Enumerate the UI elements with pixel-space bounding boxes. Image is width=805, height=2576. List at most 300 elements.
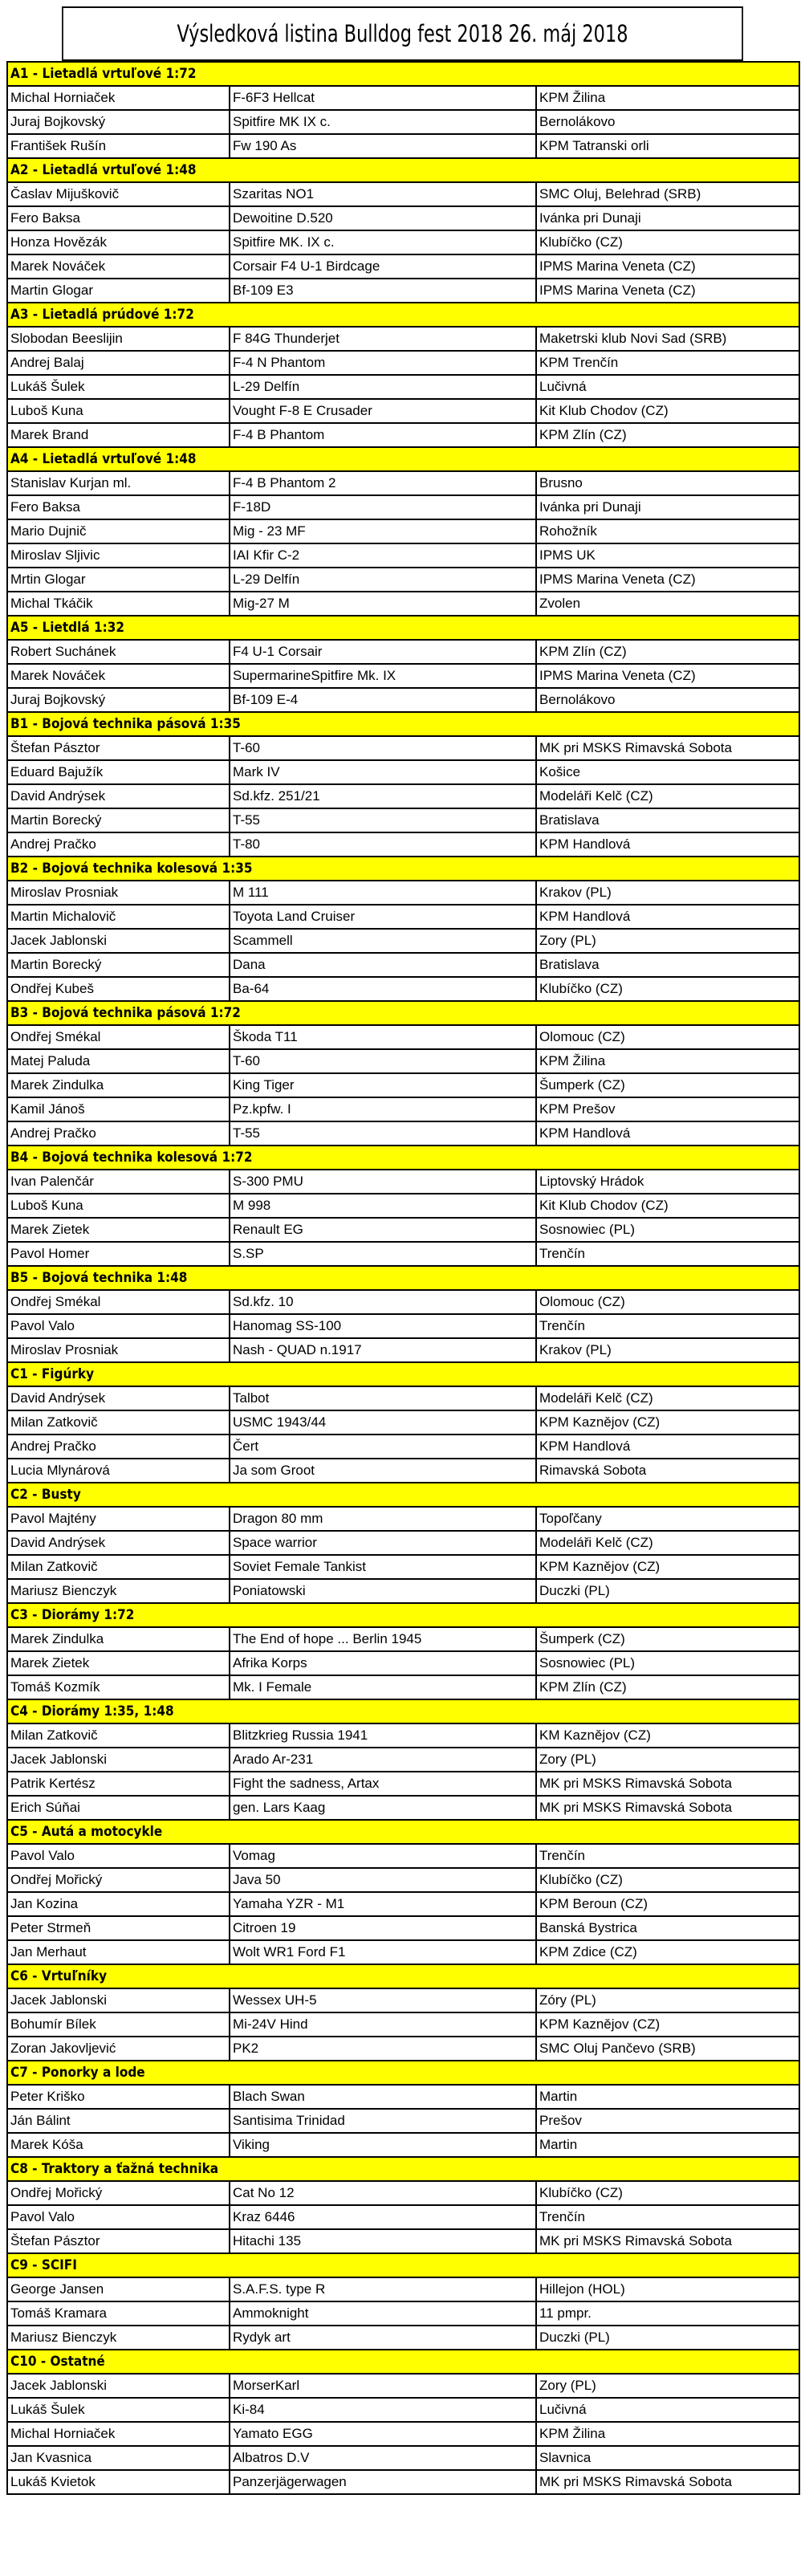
- participant-name-cell: Tomáš Kozmík: [7, 1675, 230, 1699]
- participant-name-cell: Mrtin Glogar: [7, 568, 230, 592]
- table-row: [7, 2446, 799, 2470]
- category-title: C6 - Vrtuľníky: [7, 1964, 799, 1988]
- model-name-cell: Arado Ar-231: [230, 1748, 536, 1772]
- participant-name-cell: Lucia Mlynárová: [7, 1459, 230, 1483]
- model-name-cell: Spitfire MK. IX c.: [230, 230, 536, 254]
- table-row: [7, 592, 799, 616]
- table-row: [7, 471, 799, 495]
- club-cell: Zory (PL): [536, 929, 799, 953]
- club-cell: KM Kaznějov (CZ): [536, 1723, 799, 1748]
- model-name-cell: Space warrior: [230, 1531, 536, 1555]
- table-row: [7, 2326, 799, 2350]
- model-name-cell: Škoda T11: [230, 1025, 536, 1049]
- model-name-cell: F-4 B Phantom: [230, 423, 536, 447]
- club-cell: Lučivná: [536, 375, 799, 399]
- participant-name-cell: Fero Baksa: [7, 495, 230, 519]
- participant-name-cell: Martin Glogar: [7, 279, 230, 303]
- model-name-cell: The End of hope ... Berlin 1945: [230, 1627, 536, 1651]
- club-cell: IPMS Marina Veneta (CZ): [536, 279, 799, 303]
- participant-name-cell: Eduard Bajužík: [7, 760, 230, 784]
- table-row: [7, 977, 799, 1001]
- participant-name-cell: Jan Merhaut: [7, 1940, 230, 1964]
- participant-name-cell: Marek Zietek: [7, 1218, 230, 1242]
- model-name-cell: T-55: [230, 808, 536, 832]
- participant-name-cell: Časlav Mijuškovič: [7, 182, 230, 206]
- club-cell: KPM Handlová: [536, 832, 799, 857]
- club-cell: Trenčín: [536, 1844, 799, 1868]
- club-cell: Bratislava: [536, 808, 799, 832]
- club-cell: Ivánka pri Dunaji: [536, 206, 799, 230]
- club-cell: KPM Žilina: [536, 2422, 799, 2446]
- model-name-cell: S-300 PMU: [230, 1170, 536, 1194]
- table-row: [7, 2374, 799, 2398]
- club-cell: Klubíčko (CZ): [536, 977, 799, 1001]
- model-name-cell: Dana: [230, 953, 536, 977]
- model-name-cell: IAI Kfir C-2: [230, 543, 536, 568]
- club-cell: Modeláři Kelč (CZ): [536, 1531, 799, 1555]
- club-cell: Liptovský Hrádok: [536, 1170, 799, 1194]
- category-title: C1 - Figúrky: [7, 1362, 799, 1386]
- table-row: [7, 2398, 799, 2422]
- model-name-cell: Sd.kfz. 10: [230, 1290, 536, 1314]
- category-header-row: [7, 447, 799, 471]
- participant-name-cell: Pavol Valo: [7, 1844, 230, 1868]
- club-cell: KPM Zdice (CZ): [536, 1940, 799, 1964]
- table-row: [7, 1435, 799, 1459]
- category-title: A2 - Lietadlá vrtuľové 1:48: [7, 158, 799, 182]
- participant-name-cell: Michal Horniaček: [7, 86, 230, 110]
- club-cell: Slavnica: [536, 2446, 799, 2470]
- model-name-cell: Ja som Groot: [230, 1459, 536, 1483]
- category-title: C4 - Diorámy 1:35, 1:48: [7, 1699, 799, 1723]
- table-row: [7, 134, 799, 158]
- model-name-cell: Sd.kfz. 251/21: [230, 784, 536, 808]
- participant-name-cell: Miroslav Prosniak: [7, 1338, 230, 1362]
- participant-name-cell: Milan Zatkovič: [7, 1410, 230, 1435]
- model-name-cell: Nash - QUAD n.1917: [230, 1338, 536, 1362]
- table-row: [7, 1651, 799, 1675]
- participant-name-cell: Miroslav Prosniak: [7, 881, 230, 905]
- participant-name-cell: Pavol Valo: [7, 1314, 230, 1338]
- club-cell: KPM Handlová: [536, 905, 799, 929]
- model-name-cell: Kraz 6446: [230, 2205, 536, 2229]
- club-cell: Prešov: [536, 2109, 799, 2133]
- table-row: [7, 2012, 799, 2037]
- table-row: [7, 1338, 799, 1362]
- participant-name-cell: Marek Nováček: [7, 254, 230, 279]
- participant-name-cell: Pavol Majtény: [7, 1507, 230, 1531]
- participant-name-cell: Lukáš Kvietok: [7, 2470, 230, 2494]
- model-name-cell: Yamato EGG: [230, 2422, 536, 2446]
- model-name-cell: Mk. I Female: [230, 1675, 536, 1699]
- model-name-cell: S.SP: [230, 1242, 536, 1266]
- model-name-cell: MorserKarl: [230, 2374, 536, 2398]
- club-cell: KPM Kaznějov (CZ): [536, 1555, 799, 1579]
- table-row: [7, 905, 799, 929]
- participant-name-cell: Ján Bálint: [7, 2109, 230, 2133]
- model-name-cell: Bf-109 E-4: [230, 688, 536, 712]
- participant-name-cell: Martin Borecký: [7, 808, 230, 832]
- participant-name-cell: Miroslav Sljivic: [7, 543, 230, 568]
- table-row: [7, 327, 799, 351]
- table-row: [7, 399, 799, 423]
- participant-name-cell: Marek Zindulka: [7, 1627, 230, 1651]
- model-name-cell: T-60: [230, 1049, 536, 1073]
- table-row: [7, 1627, 799, 1651]
- club-cell: Sosnowiec (PL): [536, 1218, 799, 1242]
- participant-name-cell: David Andrýsek: [7, 1386, 230, 1410]
- category-header-row: [7, 857, 799, 881]
- participant-name-cell: George Jansen: [7, 2277, 230, 2301]
- club-cell: Krakov (PL): [536, 881, 799, 905]
- category-header-row: [7, 1362, 799, 1386]
- club-cell: Maketrski klub Novi Sad (SRB): [536, 327, 799, 351]
- club-cell: Modeláři Kelč (CZ): [536, 1386, 799, 1410]
- model-name-cell: PK2: [230, 2037, 536, 2061]
- participant-name-cell: Juraj Bojkovský: [7, 688, 230, 712]
- category-header-row: [7, 1146, 799, 1170]
- model-name-cell: Citroen 19: [230, 1916, 536, 1940]
- category-header-row: [7, 616, 799, 640]
- table-row: [7, 688, 799, 712]
- club-cell: IPMS Marina Veneta (CZ): [536, 568, 799, 592]
- participant-name-cell: Jan Kozina: [7, 1892, 230, 1916]
- club-cell: Bernolákovo: [536, 110, 799, 134]
- table-row: [7, 953, 799, 977]
- page-title: Výsledková listina Bulldog fest 2018 26. máj 2018: [62, 6, 743, 61]
- club-cell: Lučivná: [536, 2398, 799, 2422]
- table-row: [7, 2422, 799, 2446]
- participant-name-cell: Jacek Jablonski: [7, 929, 230, 953]
- club-cell: KPM Žilina: [536, 1049, 799, 1073]
- model-name-cell: Fight the sadness, Artax: [230, 1772, 536, 1796]
- club-cell: Sosnowiec (PL): [536, 1651, 799, 1675]
- model-name-cell: Dewoitine D.520: [230, 206, 536, 230]
- category-header-row: [7, 1001, 799, 1025]
- participant-name-cell: Lukáš Šulek: [7, 375, 230, 399]
- table-row: [7, 182, 799, 206]
- model-name-cell: Mig - 23 MF: [230, 519, 536, 543]
- table-row: [7, 1579, 799, 1603]
- participant-name-cell: Pavol Homer: [7, 1242, 230, 1266]
- participant-name-cell: Matej Paluda: [7, 1049, 230, 1073]
- model-name-cell: F-4 N Phantom: [230, 351, 536, 375]
- model-name-cell: L-29 Delfín: [230, 568, 536, 592]
- table-row: [7, 1194, 799, 1218]
- category-header-row: [7, 1699, 799, 1723]
- model-name-cell: Soviet Female Tankist: [230, 1555, 536, 1579]
- table-row: [7, 1723, 799, 1748]
- club-cell: KPM Kaznějov (CZ): [536, 2012, 799, 2037]
- category-title: B1 - Bojová technika pásová 1:35: [7, 712, 799, 736]
- model-name-cell: Blitzkrieg Russia 1941: [230, 1723, 536, 1748]
- category-header-row: [7, 303, 799, 327]
- participant-name-cell: David Andrýsek: [7, 784, 230, 808]
- model-name-cell: Talbot: [230, 1386, 536, 1410]
- model-name-cell: Java 50: [230, 1868, 536, 1892]
- participant-name-cell: Mariusz Bienczyk: [7, 2326, 230, 2350]
- model-name-cell: F4 U-1 Corsair: [230, 640, 536, 664]
- table-row: [7, 1025, 799, 1049]
- participant-name-cell: Andrej Pračko: [7, 832, 230, 857]
- category-header-row: [7, 1603, 799, 1627]
- table-row: [7, 1507, 799, 1531]
- model-name-cell: Santisima Trinidad: [230, 2109, 536, 2133]
- club-cell: Zóry (PL): [536, 1988, 799, 2012]
- model-name-cell: Dragon 80 mm: [230, 1507, 536, 1531]
- club-cell: MK pri MSKS Rimavská Sobota: [536, 736, 799, 760]
- club-cell: Martin: [536, 2085, 799, 2109]
- model-name-cell: Albatros D.V: [230, 2446, 536, 2470]
- club-cell: Šumperk (CZ): [536, 1073, 799, 1097]
- participant-name-cell: Kamil Jánoš: [7, 1097, 230, 1121]
- model-name-cell: Rydyk art: [230, 2326, 536, 2350]
- club-cell: Klubíčko (CZ): [536, 230, 799, 254]
- table-row: [7, 2470, 799, 2494]
- club-cell: KPM Prešov: [536, 1097, 799, 1121]
- club-cell: MK pri MSKS Rimavská Sobota: [536, 1772, 799, 1796]
- club-cell: MK pri MSKS Rimavská Sobota: [536, 2229, 799, 2253]
- model-name-cell: Spitfire MK IX c.: [230, 110, 536, 134]
- table-row: [7, 929, 799, 953]
- participant-name-cell: Ondřej Smékal: [7, 1290, 230, 1314]
- table-row: [7, 1097, 799, 1121]
- club-cell: Kit Klub Chodov (CZ): [536, 399, 799, 423]
- table-row: [7, 2205, 799, 2229]
- category-header-row: [7, 2350, 799, 2374]
- club-cell: KPM Zlín (CZ): [536, 640, 799, 664]
- model-name-cell: Blach Swan: [230, 2085, 536, 2109]
- participant-name-cell: Štefan Pásztor: [7, 736, 230, 760]
- table-row: [7, 1459, 799, 1483]
- club-cell: KPM Beroun (CZ): [536, 1892, 799, 1916]
- club-cell: Zory (PL): [536, 2374, 799, 2398]
- table-row: [7, 1049, 799, 1073]
- club-cell: Modeláři Kelč (CZ): [536, 784, 799, 808]
- club-cell: KPM Trenčín: [536, 351, 799, 375]
- model-name-cell: Bf-109 E3: [230, 279, 536, 303]
- participant-name-cell: Fero Baksa: [7, 206, 230, 230]
- table-row: [7, 1844, 799, 1868]
- table-row: [7, 1410, 799, 1435]
- model-name-cell: Poniatowski: [230, 1579, 536, 1603]
- participant-name-cell: Milan Zatkovič: [7, 1723, 230, 1748]
- model-name-cell: Fw 190 As: [230, 134, 536, 158]
- table-row: [7, 1170, 799, 1194]
- model-name-cell: gen. Lars Kaag: [230, 1796, 536, 1820]
- table-row: [7, 230, 799, 254]
- participant-name-cell: Ivan Palenčár: [7, 1170, 230, 1194]
- model-name-cell: M 111: [230, 881, 536, 905]
- table-row: [7, 568, 799, 592]
- table-row: [7, 1314, 799, 1338]
- club-cell: 11 pmpr.: [536, 2301, 799, 2326]
- participant-name-cell: Bohumír Bílek: [7, 2012, 230, 2037]
- participant-name-cell: Andrej Pračko: [7, 1121, 230, 1146]
- participant-name-cell: Ondřej Mořický: [7, 2181, 230, 2205]
- club-cell: IPMS Marina Veneta (CZ): [536, 254, 799, 279]
- participant-name-cell: Pavol Valo: [7, 2205, 230, 2229]
- participant-name-cell: Ondřej Smékal: [7, 1025, 230, 1049]
- model-name-cell: F-18D: [230, 495, 536, 519]
- participant-name-cell: Peter Strmeň: [7, 1916, 230, 1940]
- table-row: [7, 86, 799, 110]
- model-name-cell: Wolt WR1 Ford F1: [230, 1940, 536, 1964]
- table-row: [7, 1916, 799, 1940]
- table-row: [7, 1290, 799, 1314]
- participant-name-cell: Lukáš Šulek: [7, 2398, 230, 2422]
- club-cell: Klubíčko (CZ): [536, 2181, 799, 2205]
- model-name-cell: King Tiger: [230, 1073, 536, 1097]
- table-row: [7, 1555, 799, 1579]
- club-cell: Duczki (PL): [536, 2326, 799, 2350]
- category-title: C2 - Busty: [7, 1483, 799, 1507]
- model-name-cell: Renault EG: [230, 1218, 536, 1242]
- model-name-cell: F-4 B Phantom 2: [230, 471, 536, 495]
- club-cell: SMC Oluj Pančevo (SRB): [536, 2037, 799, 2061]
- participant-name-cell: Jacek Jablonski: [7, 1748, 230, 1772]
- club-cell: Olomouc (CZ): [536, 1290, 799, 1314]
- table-row: [7, 495, 799, 519]
- club-cell: Olomouc (CZ): [536, 1025, 799, 1049]
- club-cell: Trenčín: [536, 1314, 799, 1338]
- participant-name-cell: Luboš Kuna: [7, 1194, 230, 1218]
- participant-name-cell: Juraj Bojkovský: [7, 110, 230, 134]
- participant-name-cell: Mario Dujnič: [7, 519, 230, 543]
- participant-name-cell: Michal Horniaček: [7, 2422, 230, 2446]
- club-cell: Bernolákovo: [536, 688, 799, 712]
- category-header-row: [7, 1266, 799, 1290]
- club-cell: Zory (PL): [536, 1748, 799, 1772]
- table-row: [7, 1218, 799, 1242]
- table-row: [7, 110, 799, 134]
- category-title: C3 - Diorámy 1:72: [7, 1603, 799, 1627]
- club-cell: Rohožník: [536, 519, 799, 543]
- category-title: A5 - Lietdlá 1:32: [7, 616, 799, 640]
- participant-name-cell: Jan Kvasnica: [7, 2446, 230, 2470]
- category-title: B2 - Bojová technika kolesová 1:35: [7, 857, 799, 881]
- club-cell: Topoľčany: [536, 1507, 799, 1531]
- club-cell: KPM Handlová: [536, 1435, 799, 1459]
- table-row: [7, 1121, 799, 1146]
- category-header-row: [7, 1820, 799, 1844]
- table-row: [7, 254, 799, 279]
- club-cell: Krakov (PL): [536, 1338, 799, 1362]
- model-name-cell: F 84G Thunderjet: [230, 327, 536, 351]
- club-cell: KPM Tatranski orli: [536, 134, 799, 158]
- results-table-body: [7, 62, 799, 2494]
- participant-name-cell: Slobodan Beeslijin: [7, 327, 230, 351]
- category-header-row: [7, 158, 799, 182]
- participant-name-cell: Ondřej Kubeš: [7, 977, 230, 1001]
- club-cell: Kit Klub Chodov (CZ): [536, 1194, 799, 1218]
- model-name-cell: L-29 Delfín: [230, 375, 536, 399]
- table-row: [7, 1073, 799, 1097]
- participant-name-cell: Marek Zietek: [7, 1651, 230, 1675]
- model-name-cell: Ba-64: [230, 977, 536, 1001]
- category-header-row: [7, 1964, 799, 1988]
- participant-name-cell: Milan Zatkovič: [7, 1555, 230, 1579]
- model-name-cell: T-55: [230, 1121, 536, 1146]
- participant-name-cell: David Andrýsek: [7, 1531, 230, 1555]
- participant-name-cell: Jacek Jablonski: [7, 2374, 230, 2398]
- category-title: A4 - Lietadlá vrtuľové 1:48: [7, 447, 799, 471]
- club-cell: KPM Zlín (CZ): [536, 1675, 799, 1699]
- table-row: [7, 1796, 799, 1820]
- category-title: C7 - Ponorky a lode: [7, 2061, 799, 2085]
- table-row: [7, 2037, 799, 2061]
- participant-name-cell: Štefan Pásztor: [7, 2229, 230, 2253]
- participant-name-cell: Stanislav Kurjan ml.: [7, 471, 230, 495]
- table-row: [7, 423, 799, 447]
- category-header-row: [7, 2253, 799, 2277]
- participant-name-cell: Martin Michalovič: [7, 905, 230, 929]
- club-cell: Klubíčko (CZ): [536, 1868, 799, 1892]
- model-name-cell: SupermarineSpitfire Mk. IX: [230, 664, 536, 688]
- model-name-cell: Hanomag SS-100: [230, 1314, 536, 1338]
- club-cell: IPMS UK: [536, 543, 799, 568]
- club-cell: Hillejon (HOL): [536, 2277, 799, 2301]
- table-row: [7, 664, 799, 688]
- model-name-cell: Vought F-8 E Crusader: [230, 399, 536, 423]
- model-name-cell: Ki-84: [230, 2398, 536, 2422]
- table-row: [7, 1386, 799, 1410]
- model-name-cell: T-80: [230, 832, 536, 857]
- category-header-row: [7, 2157, 799, 2181]
- model-name-cell: Viking: [230, 2133, 536, 2157]
- club-cell: Košice: [536, 760, 799, 784]
- model-name-cell: M 998: [230, 1194, 536, 1218]
- participant-name-cell: Honza Hovězák: [7, 230, 230, 254]
- participant-name-cell: Patrik Kertész: [7, 1772, 230, 1796]
- participant-name-cell: Marek Brand: [7, 423, 230, 447]
- results-table: [6, 61, 800, 2495]
- club-cell: MK pri MSKS Rimavská Sobota: [536, 2470, 799, 2494]
- results-sheet: [6, 6, 799, 2495]
- table-row: [7, 832, 799, 857]
- model-name-cell: Corsair F4 U-1 Birdcage: [230, 254, 536, 279]
- participant-name-cell: Peter Kriško: [7, 2085, 230, 2109]
- club-cell: KPM Žilina: [536, 86, 799, 110]
- table-row: [7, 206, 799, 230]
- category-title: A1 - Lietadlá vrtuľové 1:72: [7, 62, 799, 86]
- category-header-row: [7, 712, 799, 736]
- category-title: A3 - Lietadlá prúdové 1:72: [7, 303, 799, 327]
- participant-name-cell: Erich Súňai: [7, 1796, 230, 1820]
- club-cell: Martin: [536, 2133, 799, 2157]
- model-name-cell: Scammell: [230, 929, 536, 953]
- club-cell: Ivánka pri Dunaji: [536, 495, 799, 519]
- model-name-cell: Wessex UH-5: [230, 1988, 536, 2012]
- table-row: [7, 2181, 799, 2205]
- category-title: B4 - Bojová technika kolesová 1:72: [7, 1146, 799, 1170]
- category-title: C10 - Ostatné: [7, 2350, 799, 2374]
- club-cell: KPM Handlová: [536, 1121, 799, 1146]
- model-name-cell: Cat No 12: [230, 2181, 536, 2205]
- club-cell: MK pri MSKS Rimavská Sobota: [536, 1796, 799, 1820]
- table-row: [7, 2085, 799, 2109]
- table-row: [7, 881, 799, 905]
- table-row: [7, 736, 799, 760]
- participant-name-cell: František Rušín: [7, 134, 230, 158]
- participant-name-cell: Jacek Jablonski: [7, 1988, 230, 2012]
- table-row: [7, 1748, 799, 1772]
- model-name-cell: Toyota Land Cruiser: [230, 905, 536, 929]
- model-name-cell: Mig-27 M: [230, 592, 536, 616]
- participant-name-cell: Marek Kóša: [7, 2133, 230, 2157]
- participant-name-cell: Andrej Balaj: [7, 351, 230, 375]
- category-header-row: [7, 1483, 799, 1507]
